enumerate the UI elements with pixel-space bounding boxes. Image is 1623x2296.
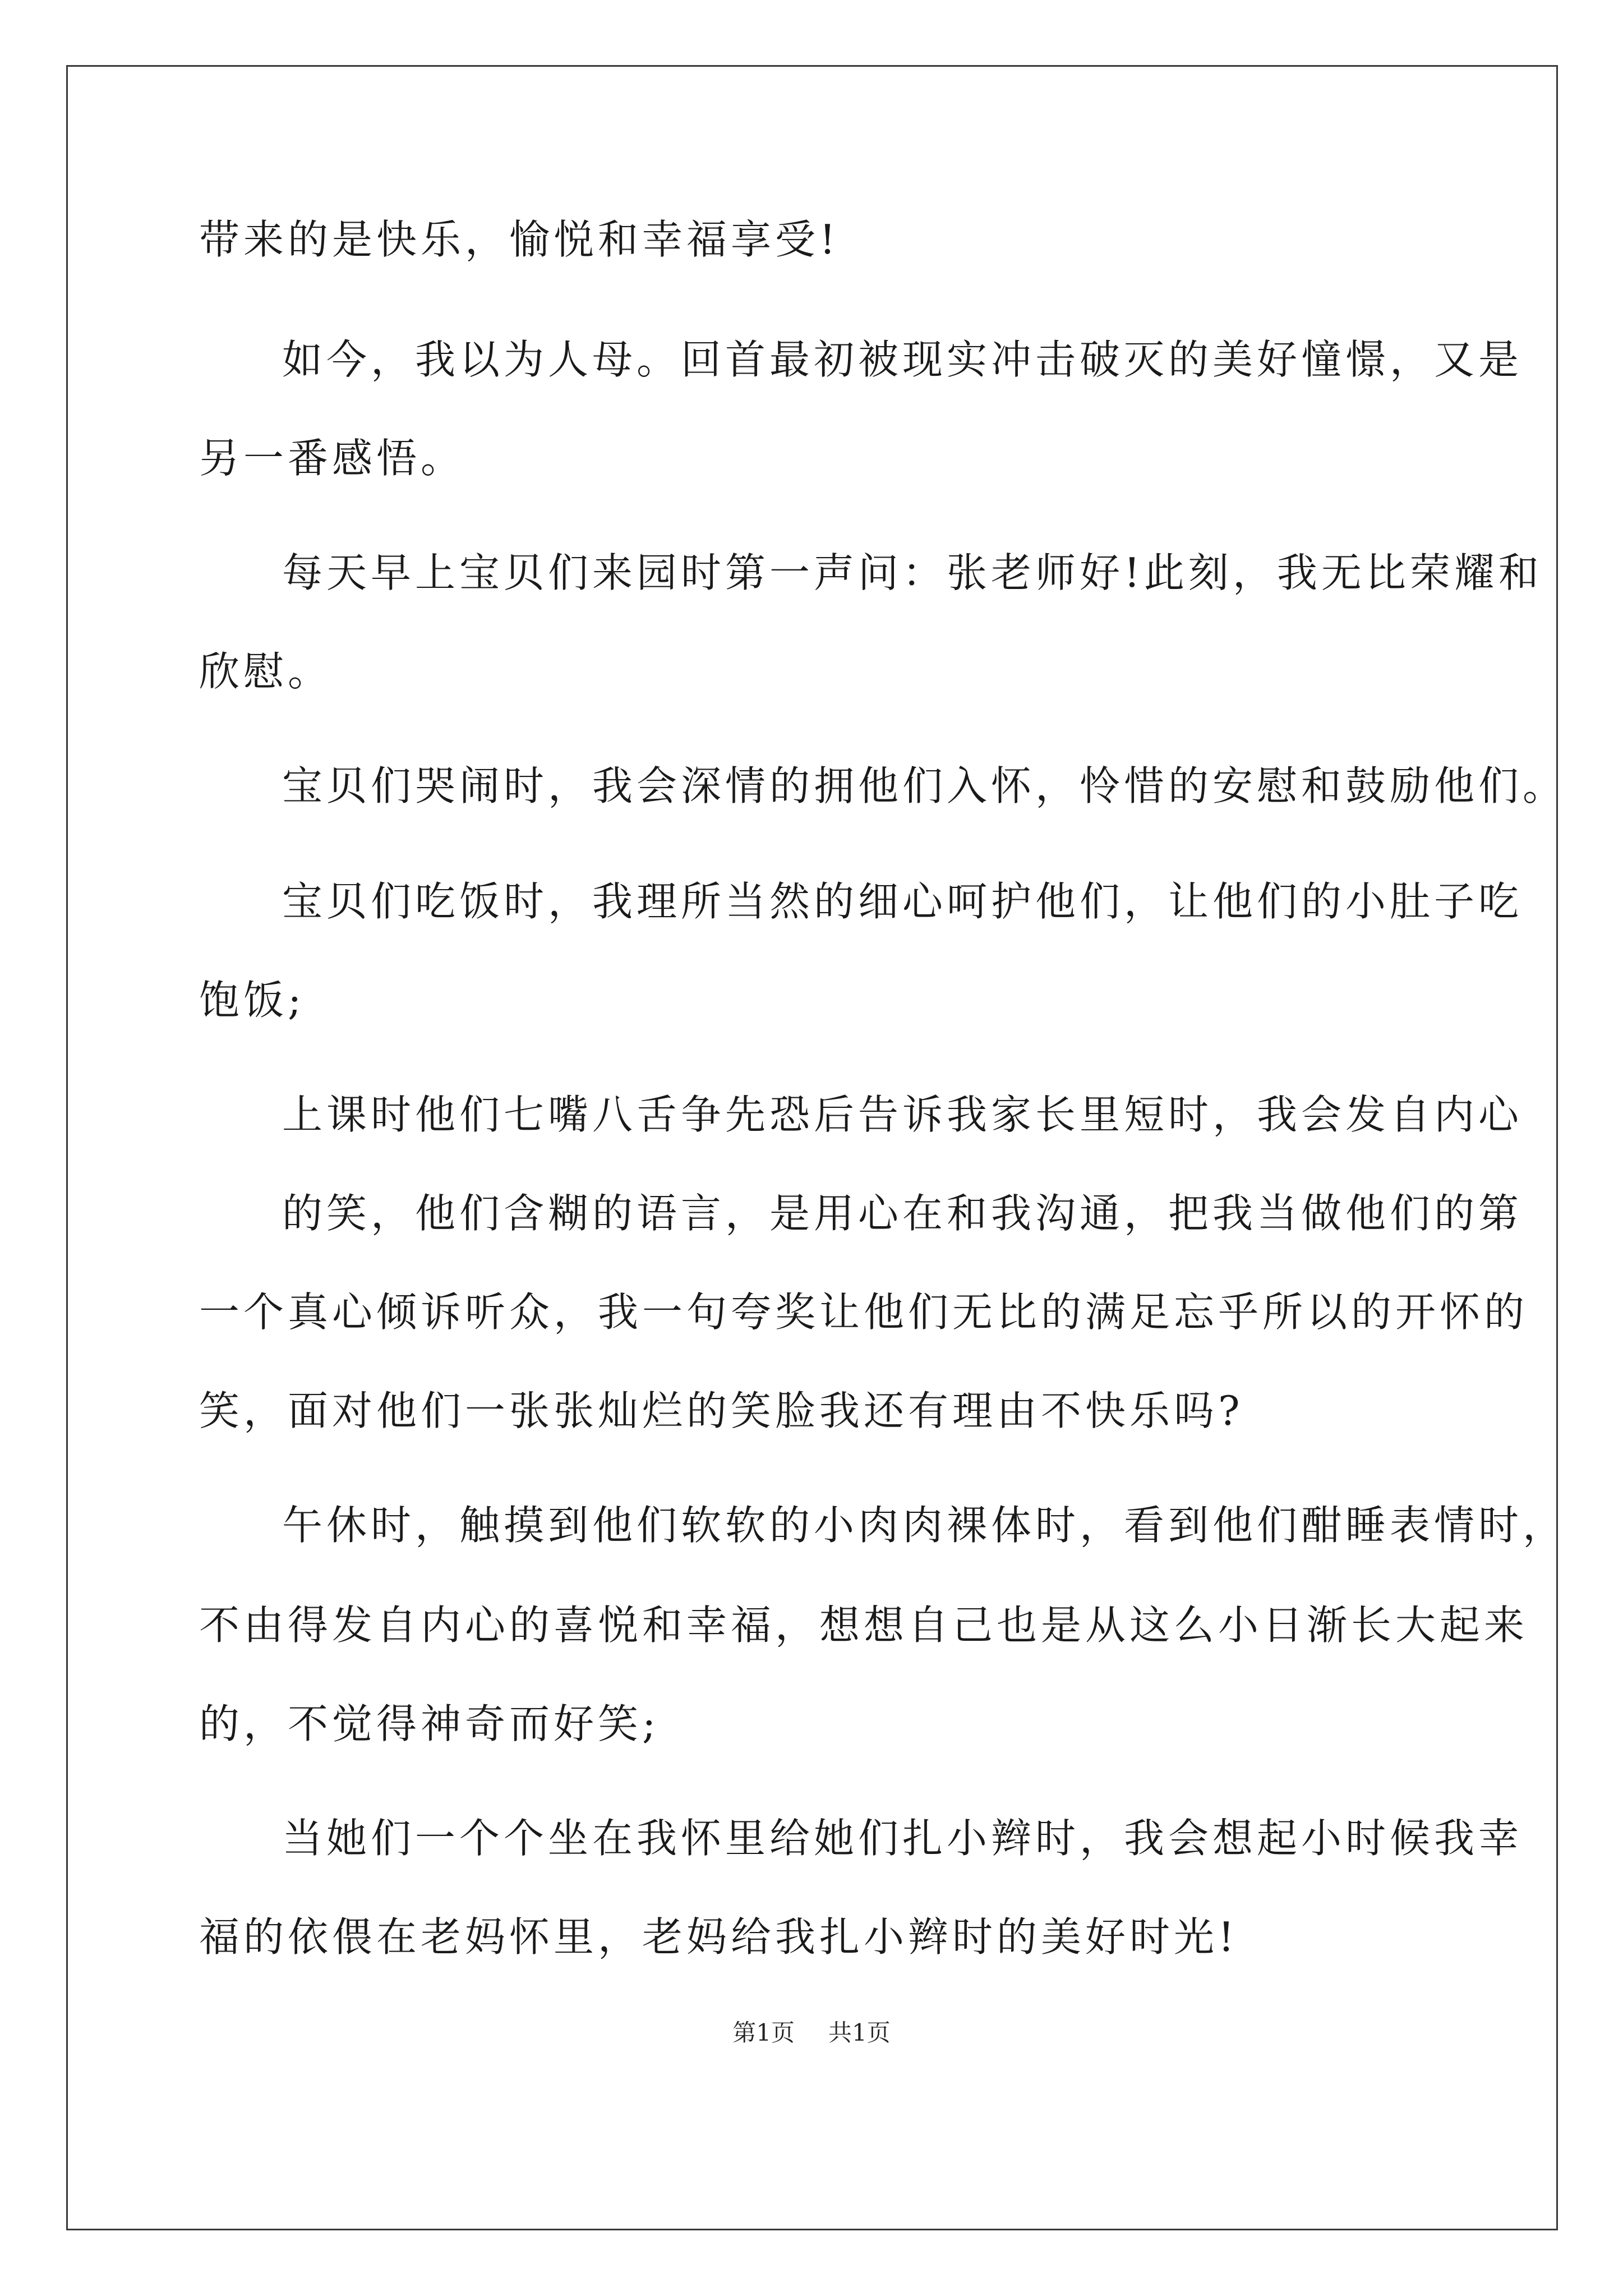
page-total: 共1页 — [828, 2019, 891, 2046]
text-line: 欣慰。 — [199, 648, 333, 695]
text-line: 如今，我以为人母。回首最初被现实冲击破灭的美好憧憬，又是 — [282, 336, 1523, 383]
text-line: 一个真心倾诉听众，我一句夸奖让他们无比的满足忘乎所以的开怀的 — [199, 1289, 1529, 1336]
text-line: 午休时，触摸到他们软软的小肉肉裸体时，看到他们酣睡表情时， — [282, 1502, 1567, 1549]
text-line: 宝贝们吃饭时，我理所当然的细心呵护他们，让他们的小肚子吃 — [282, 878, 1523, 925]
text-line: 笑，面对他们一张张灿烂的笑脸我还有理由不快乐吗? — [199, 1387, 1244, 1434]
page-border — [66, 65, 1558, 2230]
text-line: 另一番感悟。 — [199, 435, 465, 482]
text-line: 当她们一个个坐在我怀里给她们扎小辫时，我会想起小时候我幸 — [282, 1815, 1523, 1862]
page-footer — [0, 2018, 1623, 2047]
text-line: 的，不觉得神奇而好笑; — [199, 1700, 660, 1747]
text-line: 宝贝们哭闹时，我会深情的拥他们入怀，怜惜的安慰和鼓励他们。 — [282, 762, 1567, 809]
text-line: 不由得发自内心的喜悦和幸福，想想自己也是从这么小日渐长大起来 — [199, 1602, 1529, 1649]
text-line: 上课时他们七嘴八舌争先恐后告诉我家长里短时，我会发自内心 — [282, 1091, 1523, 1138]
text-line: 的笑，他们含糊的语言，是用心在和我沟通，把我当做他们的第 — [282, 1190, 1523, 1237]
text-line: 饱饭; — [199, 977, 306, 1024]
text-line: 带来的是快乐，愉悦和幸福享受! — [199, 216, 840, 263]
text-line: 福的依偎在老妈怀里，老妈给我扎小辫时的美好时光! — [199, 1913, 1238, 1961]
page-number: 第1页 — [732, 2019, 795, 2046]
text-line: 每天早上宝贝们来园时第一声问：张老师好!此刻，我无比荣耀和 — [282, 549, 1543, 596]
